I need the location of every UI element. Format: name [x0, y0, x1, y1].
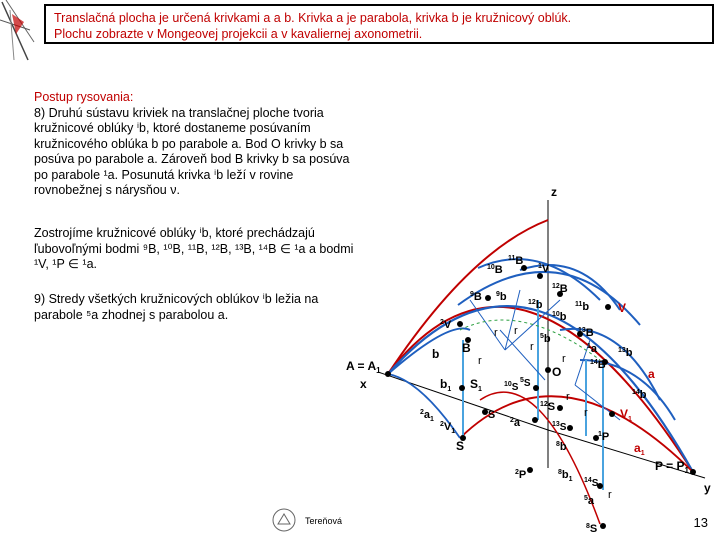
- label-r-4: r: [530, 341, 534, 353]
- label-2V: $^2$V: [440, 319, 452, 331]
- dashed-parabola: [460, 320, 600, 360]
- label-2P: $^2$P: [515, 469, 527, 481]
- point-O: [545, 367, 551, 373]
- label-13b: $^{13}$b: [618, 347, 633, 359]
- label-r-7: r: [584, 407, 588, 419]
- point-5S: [533, 385, 539, 391]
- label-V: V: [618, 301, 627, 315]
- label-10S: $^{10}$S: [504, 381, 519, 393]
- point-V: [605, 304, 611, 310]
- label-B: B: [462, 341, 471, 355]
- arc-b: [388, 306, 693, 472]
- point-12S: [557, 405, 563, 411]
- step-8-line-6: rovnobežnej s nárysňou ν.: [34, 183, 180, 197]
- label-5a: $^5$a: [584, 495, 595, 507]
- procedure-title: Postup rysovania:: [34, 90, 134, 104]
- label-1a: $^1$a: [587, 343, 598, 355]
- step-8-line-2: kružnicové oblúky ⁱb, ktoré dostaneme posúvaním: [34, 121, 311, 135]
- label-r-5: r: [562, 353, 566, 365]
- label-12S: $^{12}$S: [540, 401, 556, 413]
- point-V1: [609, 411, 615, 417]
- step-8-line-5: po parabole ¹a. Posunutá krivka ⁱb leží v rovine: [34, 167, 294, 182]
- label-1V: $^1$V: [538, 263, 550, 275]
- label-9b: $^9$b: [496, 291, 507, 303]
- task-line-1: Translačná plocha je určená krivkami a a b. Krivka a je parabola, krivka b je kružnicový oblúk.: [54, 11, 572, 25]
- point-A: [385, 371, 391, 377]
- label-12b: $^{12}$b: [528, 299, 543, 311]
- label-14b: $^{14}$b: [632, 389, 647, 401]
- label-8S: $^8$S: [586, 523, 598, 535]
- label-S: S: [456, 439, 465, 453]
- label-S1: $S_1$: [470, 377, 482, 393]
- step-8b-line-3: ¹V, ¹P ∈ ¹a.: [34, 257, 97, 271]
- label-8b1: $^8b_1$: [558, 469, 573, 483]
- footer-author: Tereňová: [305, 516, 343, 526]
- point-8S: [600, 523, 606, 529]
- label-b: b: [432, 347, 440, 361]
- point-S1: [459, 385, 465, 391]
- label-2V1: $^2V_1$: [440, 421, 456, 435]
- author-logo-icon: [272, 508, 296, 532]
- step-8-line-1: 8) Druhú sústavu kriviek na translačnej ploche tvoria: [34, 105, 324, 120]
- page-number: 13: [693, 515, 708, 530]
- label-V1: $V_1$: [620, 407, 632, 423]
- point-2a: [532, 417, 538, 423]
- point-2V: [457, 321, 463, 327]
- label-13S: $^{13}$S: [552, 421, 567, 433]
- label-r-6: r: [566, 391, 570, 403]
- label-8b: $^8$b: [556, 441, 567, 453]
- label-r-8: r: [608, 489, 612, 501]
- label-2a: $^2$a: [510, 417, 521, 429]
- label-14B: $^{14}$B: [590, 359, 606, 371]
- label-5S: $^5$S: [520, 377, 531, 389]
- point-2P: [527, 467, 533, 473]
- step-8b-line-1: Zostrojíme kružnicové oblúky ⁱb, ktoré prechádzajú: [34, 226, 315, 240]
- task-line-2: Plochu zobrazte v Mongeovej projekcii a v kavaliernej axonometrii.: [54, 27, 423, 41]
- point-P: [690, 469, 696, 475]
- label-b1: $b_1$: [440, 377, 452, 393]
- point-9B: [485, 295, 491, 301]
- step-9-line-2: parabole ⁵a zhodnej s parabolou a.: [34, 307, 229, 322]
- label-13B: $^{13}$B: [578, 327, 594, 339]
- label-O: O: [552, 365, 562, 379]
- label-P-P1: $P = P_1$: [655, 459, 689, 475]
- label-z: z: [551, 185, 557, 199]
- label-5b: $^5$b: [540, 333, 551, 345]
- point-13S: [567, 425, 573, 431]
- label-y: y: [704, 481, 711, 495]
- label-P1: $^1$P: [598, 431, 610, 443]
- label-a-right: a: [648, 367, 655, 381]
- step-8b-line-2: ľubovoľnými bodmi ⁹B, ¹⁰B, ¹¹B, ¹²B, ¹³B, ¹⁴B ∈ ¹a a bodmi: [34, 241, 354, 256]
- label-r-1: r: [494, 327, 498, 339]
- label-r-3: r: [478, 355, 482, 367]
- step-9-line-1: 9) Stredy všetkých kružnicových oblúkov ⁱb ležia na: [34, 292, 319, 306]
- label-10b: $^{10}$b: [552, 311, 567, 323]
- label-r-2: r: [514, 325, 518, 337]
- label-2a1: $^2a_1$: [420, 409, 434, 423]
- step-8-line-3: kružnicového oblúka b po parabole a. Bod O krivky b sa: [34, 136, 344, 151]
- label-14S: $^{14}$S: [584, 477, 599, 489]
- label-a1: $a_1$: [634, 441, 645, 457]
- label-12B: $^{12}$B: [552, 283, 568, 295]
- label-11b: $^{11}$b: [575, 301, 590, 313]
- label-10B: $^{10}$B: [487, 264, 503, 276]
- curve-5a: [480, 392, 600, 524]
- step-8-line-4: posúva po parabole a. Zároveň bod B krivky b sa posúva: [34, 152, 350, 166]
- label-x: x: [360, 377, 367, 391]
- label-9S: $^9$S: [484, 409, 496, 421]
- label-A-A1: $A = A_1$: [346, 359, 381, 375]
- label-9B: $^9$B: [470, 291, 482, 303]
- label-11B: $^{11}$B: [508, 255, 524, 267]
